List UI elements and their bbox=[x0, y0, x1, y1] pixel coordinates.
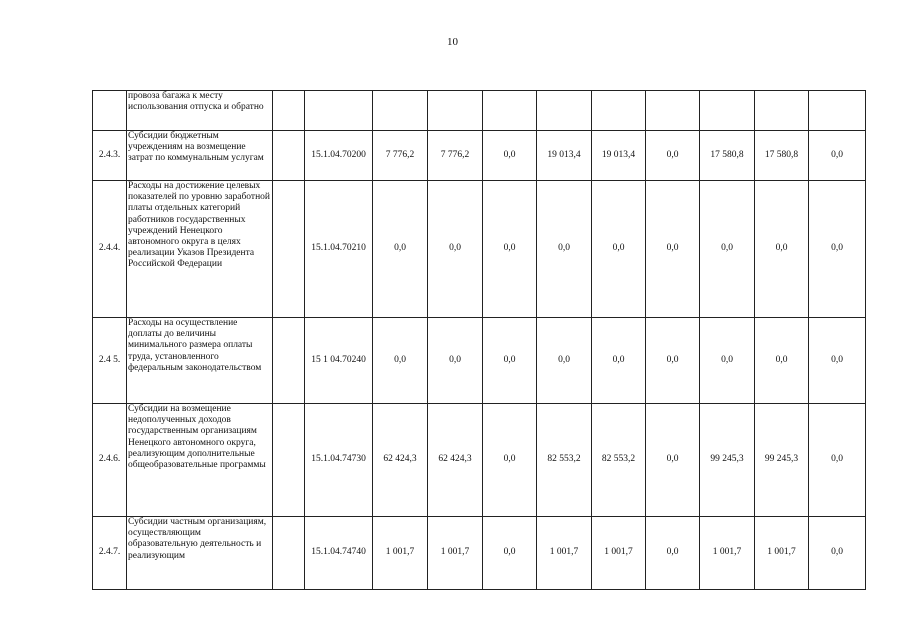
value-cell bbox=[646, 91, 700, 131]
row-description: Расходы на достижение целевых показателей по уровню заработной платы отдельных категорий работников государственных учреждений Ненецкого автономного округа в целях реализации Указов Президента Российской Федерации bbox=[128, 181, 270, 270]
value-cell: 62 424,3 bbox=[373, 404, 428, 517]
empty-cell bbox=[273, 181, 305, 318]
value-cell bbox=[809, 91, 866, 131]
value-cell bbox=[483, 91, 537, 131]
table-row bbox=[93, 91, 866, 131]
value-cell: 1 001,7 bbox=[373, 517, 428, 590]
row-description-cell bbox=[127, 318, 273, 404]
value-cell: 0,0 bbox=[373, 318, 428, 404]
row-description: Субсидии на возмещение недополученных доходов государственным организациям Ненецкого автономного округа, реализующим дополнительные общеобразовательные программы bbox=[128, 404, 266, 471]
value-cell: 0,0 bbox=[483, 517, 537, 590]
value-cell: 0,0 bbox=[373, 181, 428, 318]
value-cell: 1 001,7 bbox=[537, 517, 592, 590]
row-description: провоза багажа к месту использования отпуска и обратно bbox=[128, 91, 264, 113]
value-cell: 0,0 bbox=[537, 181, 592, 318]
value-cell bbox=[700, 91, 755, 131]
row-description-cell bbox=[127, 181, 273, 318]
row-description: Расходы на осуществление доплаты до величины минимального размера оплаты труда, установленного федеральным законодательством bbox=[128, 318, 262, 373]
value-cell bbox=[373, 91, 428, 131]
value-cell: 0,0 bbox=[755, 181, 809, 318]
empty-cell bbox=[273, 318, 305, 404]
empty-cell bbox=[273, 517, 305, 590]
table-row bbox=[93, 404, 866, 517]
value-cell: 0,0 bbox=[646, 318, 700, 404]
value-cell: 0,0 bbox=[755, 318, 809, 404]
value-cell: 19 013,4 bbox=[592, 131, 646, 181]
value-cell: 17 580,8 bbox=[755, 131, 809, 181]
value-cell: 0,0 bbox=[428, 318, 483, 404]
value-cell: 82 553,2 bbox=[592, 404, 646, 517]
value-cell: 0,0 bbox=[700, 181, 755, 318]
value-cell: 0,0 bbox=[483, 404, 537, 517]
value-cell: 99 245,3 bbox=[755, 404, 809, 517]
value-cell: 0,0 bbox=[483, 131, 537, 181]
value-cell: 0,0 bbox=[428, 181, 483, 318]
value-cell: 0,0 bbox=[809, 404, 866, 517]
budget-table bbox=[92, 90, 866, 590]
value-cell: 0,0 bbox=[483, 318, 537, 404]
value-cell: 0,0 bbox=[646, 517, 700, 590]
value-cell bbox=[537, 91, 592, 131]
value-cell: 7 776,2 bbox=[373, 131, 428, 181]
row-description: Субсидии частным организациям, осуществляющим образовательную деятельность и реализующим bbox=[128, 517, 267, 561]
value-cell: 62 424,3 bbox=[428, 404, 483, 517]
value-cell: 0,0 bbox=[646, 131, 700, 181]
value-cell: 0,0 bbox=[592, 318, 646, 404]
row-number: 2.4.4. bbox=[93, 181, 127, 318]
row-number: 2.4.3. bbox=[93, 131, 127, 181]
value-cell: 19 013,4 bbox=[537, 131, 592, 181]
value-cell: 0,0 bbox=[700, 318, 755, 404]
page-number: 10 bbox=[447, 36, 458, 48]
row-description-cell bbox=[127, 517, 273, 590]
value-cell: 1 001,7 bbox=[428, 517, 483, 590]
value-cell: 99 245,3 bbox=[700, 404, 755, 517]
value-cell: 0,0 bbox=[646, 181, 700, 318]
value-cell: 0,0 bbox=[483, 181, 537, 318]
value-cell: 82 553,2 bbox=[537, 404, 592, 517]
row-number: 2.4.7. bbox=[93, 517, 127, 590]
value-cell: 0,0 bbox=[646, 404, 700, 517]
value-cell: 1 001,7 bbox=[700, 517, 755, 590]
row-number: 2.4 5. bbox=[93, 318, 127, 404]
table-row bbox=[93, 131, 866, 181]
empty-cell bbox=[273, 404, 305, 517]
row-number bbox=[93, 91, 127, 131]
value-cell: 7 776,2 bbox=[428, 131, 483, 181]
budget-code: 15 1 04.70240 bbox=[305, 318, 373, 404]
value-cell: 1 001,7 bbox=[755, 517, 809, 590]
value-cell: 0,0 bbox=[809, 131, 866, 181]
row-description: Субсидии бюджетным учреждениям на возмещение затрат по коммунальным услугам bbox=[128, 131, 264, 164]
value-cell bbox=[755, 91, 809, 131]
value-cell: 0,0 bbox=[809, 517, 866, 590]
table-row bbox=[93, 517, 866, 590]
value-cell: 0,0 bbox=[592, 181, 646, 318]
budget-code bbox=[305, 91, 373, 131]
value-cell: 1 001,7 bbox=[592, 517, 646, 590]
value-cell: 0,0 bbox=[809, 181, 866, 318]
table-body bbox=[93, 91, 866, 590]
value-cell: 0,0 bbox=[537, 318, 592, 404]
budget-code: 15.1.04.74740 bbox=[305, 517, 373, 590]
value-cell bbox=[592, 91, 646, 131]
value-cell bbox=[428, 91, 483, 131]
budget-code: 15.1.04.70200 bbox=[305, 131, 373, 181]
table-row bbox=[93, 318, 866, 404]
value-cell: 17 580,8 bbox=[700, 131, 755, 181]
row-description-cell bbox=[127, 404, 273, 517]
empty-cell bbox=[273, 131, 305, 181]
table-row bbox=[93, 181, 866, 318]
row-description-cell bbox=[127, 91, 273, 131]
row-description-cell bbox=[127, 131, 273, 181]
value-cell: 0,0 bbox=[809, 318, 866, 404]
row-number: 2.4.6. bbox=[93, 404, 127, 517]
budget-code: 15.1.04.70210 bbox=[305, 181, 373, 318]
empty-cell bbox=[273, 91, 305, 131]
budget-code: 15.1.04.74730 bbox=[305, 404, 373, 517]
